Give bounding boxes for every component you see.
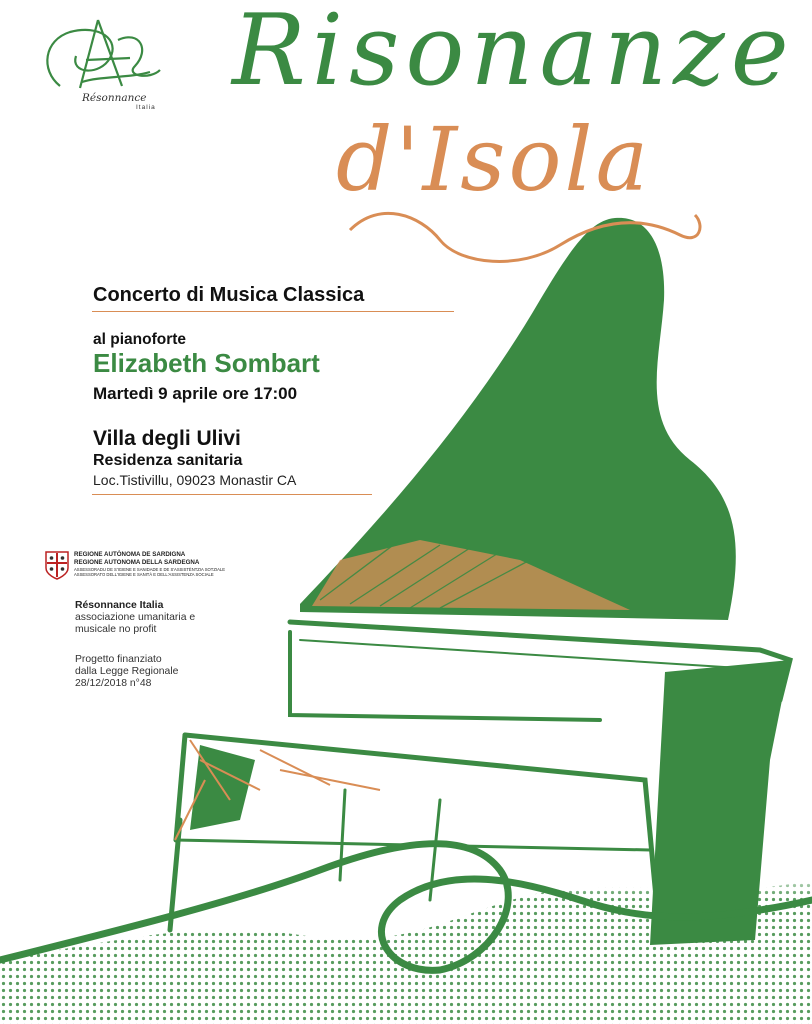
divider <box>92 494 372 495</box>
artist-name: Elizabeth Sombart <box>93 348 320 378</box>
event-heading: Concerto di Musica Classica <box>93 284 365 306</box>
resonnance-logo <box>47 20 160 88</box>
funding-line3: 28/12/2018 n°48 <box>75 678 152 689</box>
organization-desc-line1: associazione umanitaria e <box>75 612 196 623</box>
organization-name: Résonnance Italia <box>75 600 164 611</box>
region-dept-sardinian: ASSESSORADU DE S'IGIENE E SANIDADE E DE S'ASSISTÈNTZIA SOTZIALE <box>74 567 225 572</box>
title-line1: Risonanze <box>232 0 795 108</box>
title-line2: d'Isola <box>336 108 652 211</box>
funding-line2: dalla Legge Regionale <box>75 666 179 677</box>
organization-desc-line2: musicale no profit <box>75 624 157 635</box>
region-dept-italian: ASSESSORATO DELL'IGIENE E SANITÀ E DELL'ASSISTENZA SOCIALE <box>74 572 214 577</box>
logo-sub: Italia <box>136 104 156 111</box>
logo-name: Résonnance <box>82 92 147 104</box>
venue-type: Residenza sanitaria <box>93 452 243 469</box>
instrument-label: al pianoforte <box>93 331 187 348</box>
funding-line1: Progetto finanziato <box>75 654 162 665</box>
venue-address: Loc.Tistivillu, 09023 Monastir CA <box>93 472 297 488</box>
region-name-italian: REGIONE AUTONOMA DELLA SARDEGNA <box>74 559 200 566</box>
region-name-sardinian: REGIONE AUTÒNOMA DE SARDIGNA <box>74 551 186 558</box>
venue-name: Villa degli Ulivi <box>93 427 241 450</box>
coat-of-arms-icon <box>44 548 70 580</box>
divider <box>92 311 454 312</box>
event-datetime: Martedì 9 aprile ore 17:00 <box>93 384 298 403</box>
